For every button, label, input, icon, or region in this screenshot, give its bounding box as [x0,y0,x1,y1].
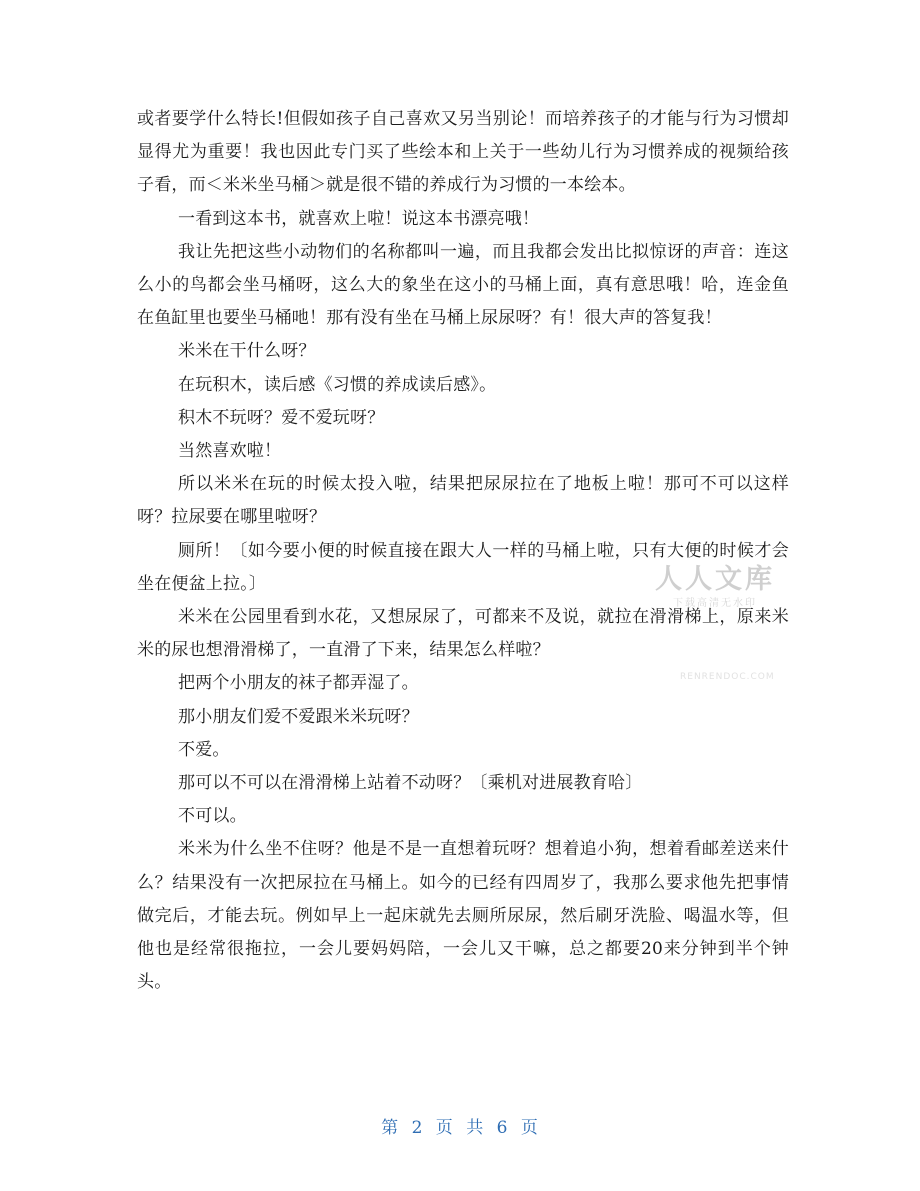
paragraph: 把两个小朋友的袜子都弄湿了。 [178,673,419,694]
page-footer [0,1113,920,1138]
paragraph: 厕所！〔如今要小便的时候直接在跟大人一样的马桶上啦，只有大便的时候才会坐在便盆上拉。〕 [137,540,789,594]
footer-label-unit-2: 页 [520,1118,539,1138]
paragraph: 所以米米在玩的时候太投入啦，结果把尿尿拉在了地板上啦！那可不可以这样呀？拉尿要在哪里啦呀？ [137,474,789,528]
watermark-title: 人人文库 [655,564,775,595]
paragraph: 或者要学什么特长!但假如孩子自己喜欢又另当别论！而培养孩子的才能与行为习惯却显得尤为重要！我也因此专门买了些绘本和上关于一些幼儿行为习惯养成的视频给孩子看，而＜米米坐马桶＞就是很不错的养成行为习惯的一本绘本。 [137,109,789,196]
footer-label-page: 第 [381,1118,400,1138]
paragraph: 当然喜欢啦！ [178,441,282,462]
watermark-subtitle: 下载高清无水印 [673,598,757,609]
paragraph: 积木不玩呀？爱不爱玩呀？ [178,407,385,428]
footer-current-page: 2 [411,1118,424,1138]
paragraph: 不爱。 [178,739,230,760]
paragraph: 在玩积木，读后感《习惯的养成读后感》。 [178,374,497,395]
paragraph: 米米为什么坐不住呀？他是不是一直想着玩呀？想着追小狗，想着看邮差送来什么？结果没有一次把尿拉在马桶上。如今的已经有四周岁了，我那么要求他先把事情做完后，才能去玩。例如早上一起床就先去厕所尿尿，然后刷牙洗脸、喝温水等，但他也是经常很拖拉，一会儿要妈妈陪，一会儿又干嘛，总之都要20来分钟到半个钟头。 [137,839,789,993]
paragraph: 米米在干什么呀？ [178,341,316,362]
paragraph: 那可以不可以在滑滑梯上站着不动呀？〔乘机对进展教育哈〕 [178,773,643,794]
paragraph: 一看到这本书，就喜欢上啦！说这本书漂亮哦！ [178,208,540,229]
footer-total-pages: 6 [496,1118,509,1138]
footer-label-total: 共 [466,1118,485,1138]
paragraph: 我让先把这些小动物们的名称都叫一遍，而且我都会发出比拟惊讶的声音：连这么小的鸟都会坐马桶呀，这么大的象坐在这小的马桶上面，真有意思哦！哈，连金鱼在鱼缸里也要坐马桶吔！那有没有坐在马桶上尿尿呀？有！很大声的答复我！ [137,241,789,329]
document-body [137,103,789,999]
watermark-url: RENRENDOC.COM [680,672,775,682]
paragraph: 不可以。 [178,806,247,827]
footer-label-unit: 页 [435,1118,454,1138]
paragraph: 米米在公园里看到水花，又想尿尿了，可都来不及说，就拉在滑滑梯上，原来米米的尿也想滑滑梯了，一直滑了下来，结果怎么样啦？ [137,607,789,661]
paragraph: 那小朋友们爱不爱跟米米玩呀？ [178,706,419,727]
